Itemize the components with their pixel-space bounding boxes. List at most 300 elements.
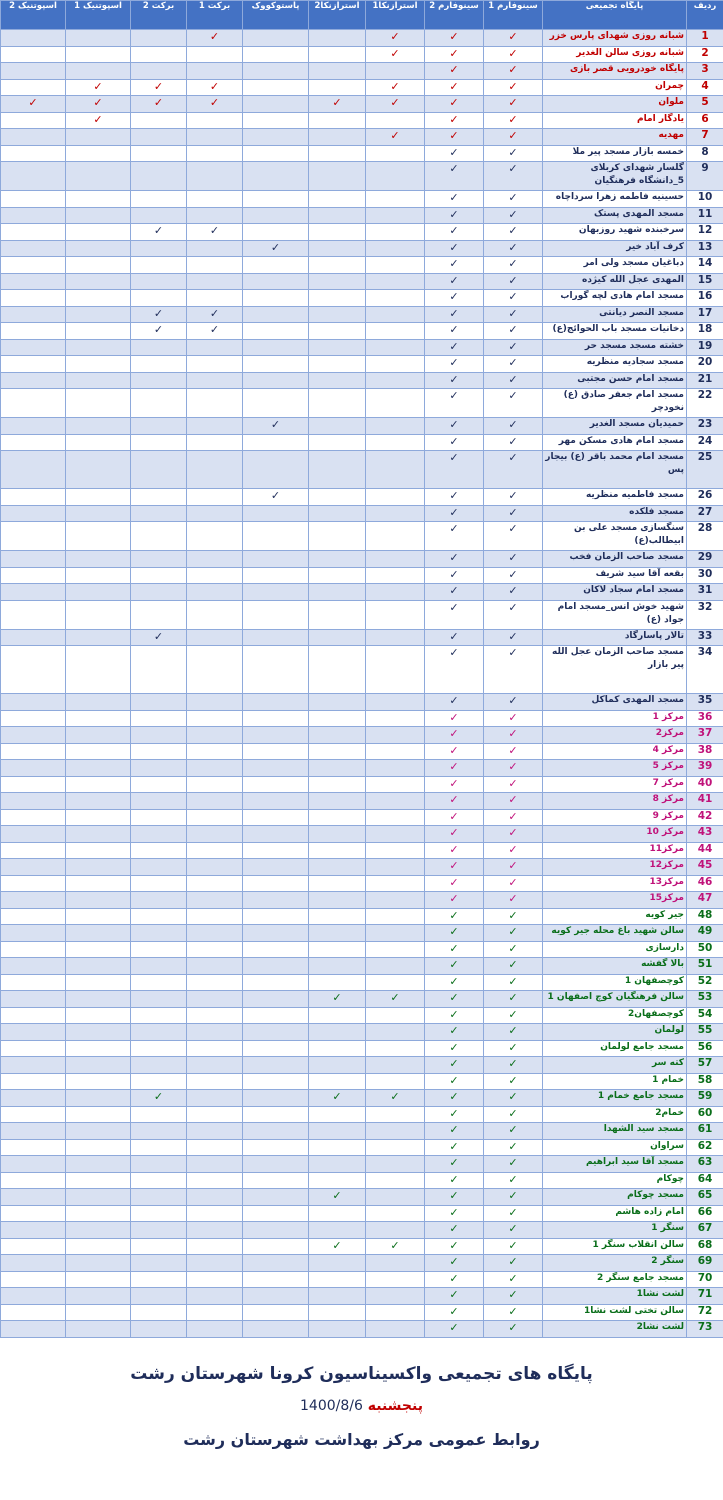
empty-cell	[366, 1073, 425, 1090]
empty-cell	[366, 339, 425, 356]
table-row	[1, 434, 723, 451]
site-name: لولمان	[543, 1024, 687, 1041]
header-vaccine-4: استرازنکا1	[366, 1, 425, 30]
site-name: المهدی عجل الله کیژده	[543, 273, 687, 290]
row-number: 26	[687, 489, 723, 506]
empty-cell	[66, 434, 131, 451]
check-icon: ✓	[243, 418, 309, 435]
empty-cell	[243, 760, 309, 777]
empty-cell	[187, 925, 243, 942]
empty-cell	[243, 1057, 309, 1074]
empty-cell	[366, 710, 425, 727]
row-number: 70	[687, 1271, 723, 1288]
empty-cell	[66, 743, 131, 760]
empty-cell	[66, 875, 131, 892]
empty-cell	[366, 875, 425, 892]
check-icon: ✓	[484, 551, 543, 568]
empty-cell	[1, 826, 66, 843]
check-icon: ✓	[484, 892, 543, 909]
empty-cell	[131, 372, 187, 389]
empty-cell	[366, 1321, 425, 1338]
empty-cell	[131, 991, 187, 1008]
empty-cell	[66, 551, 131, 568]
header-vaccine-9: اسپوتنیک 1	[66, 1, 131, 30]
empty-cell	[243, 1271, 309, 1288]
empty-cell	[131, 1123, 187, 1140]
row-number: 12	[687, 224, 723, 241]
table-row	[1, 925, 723, 942]
check-icon: ✓	[484, 30, 543, 47]
empty-cell	[131, 30, 187, 47]
empty-cell	[131, 743, 187, 760]
empty-cell	[366, 826, 425, 843]
site-name: مسجد فلکده	[543, 505, 687, 522]
empty-cell	[1, 46, 66, 63]
site-name: مسجد سید الشهدا	[543, 1123, 687, 1140]
empty-cell	[131, 145, 187, 162]
empty-cell	[366, 743, 425, 760]
table-row	[1, 418, 723, 435]
empty-cell	[243, 63, 309, 80]
empty-cell	[243, 30, 309, 47]
row-number: 13	[687, 240, 723, 257]
table-row	[1, 629, 723, 646]
check-icon: ✓	[425, 875, 484, 892]
check-icon: ✓	[484, 710, 543, 727]
empty-cell	[366, 389, 425, 418]
site-name: مسجد امام محمد باقر (ع) بیجار پس	[543, 451, 687, 489]
site-name: سالن فرهنگیان کوچ اصفهان 1	[543, 991, 687, 1008]
table-row	[1, 809, 723, 826]
empty-cell	[66, 1238, 131, 1255]
empty-cell	[66, 63, 131, 80]
empty-cell	[309, 694, 366, 711]
check-icon: ✓	[425, 162, 484, 191]
empty-cell	[66, 727, 131, 744]
row-number: 44	[687, 842, 723, 859]
empty-cell	[66, 584, 131, 601]
check-icon: ✓	[484, 842, 543, 859]
check-icon: ✓	[484, 79, 543, 96]
empty-cell	[66, 1024, 131, 1041]
row-number: 57	[687, 1057, 723, 1074]
empty-cell	[309, 551, 366, 568]
site-name: چمران	[543, 79, 687, 96]
table-row	[1, 1304, 723, 1321]
empty-cell	[243, 1156, 309, 1173]
empty-cell	[131, 434, 187, 451]
table-row	[1, 743, 723, 760]
check-icon: ✓	[425, 290, 484, 307]
check-icon: ✓	[484, 1073, 543, 1090]
empty-cell	[366, 646, 425, 694]
row-number: 73	[687, 1321, 723, 1338]
empty-cell	[187, 522, 243, 551]
check-icon: ✓	[425, 418, 484, 435]
footer	[0, 1364, 723, 1449]
check-icon: ✓	[309, 991, 366, 1008]
empty-cell	[243, 694, 309, 711]
site-name: تالار پاسارگاد	[543, 629, 687, 646]
row-number: 17	[687, 306, 723, 323]
check-icon: ✓	[66, 96, 131, 113]
site-name: حسینیه فاطمه زهرا سرداچاه	[543, 191, 687, 208]
empty-cell	[1, 710, 66, 727]
empty-cell	[243, 356, 309, 373]
empty-cell	[243, 273, 309, 290]
check-icon: ✓	[425, 694, 484, 711]
empty-cell	[366, 1304, 425, 1321]
empty-cell	[309, 584, 366, 601]
site-name: کوچصفهان 1	[543, 974, 687, 991]
empty-cell	[66, 925, 131, 942]
empty-cell	[187, 1024, 243, 1041]
empty-cell	[131, 875, 187, 892]
empty-cell	[243, 129, 309, 146]
site-name: مهدیه	[543, 129, 687, 146]
empty-cell	[187, 1040, 243, 1057]
check-icon: ✓	[366, 991, 425, 1008]
site-name: دارسازی	[543, 941, 687, 958]
row-number: 53	[687, 991, 723, 1008]
empty-cell	[66, 306, 131, 323]
empty-cell	[66, 1222, 131, 1239]
table-row	[1, 1189, 723, 1206]
empty-cell	[66, 30, 131, 47]
table-row	[1, 710, 723, 727]
empty-cell	[187, 191, 243, 208]
row-number: 36	[687, 710, 723, 727]
check-icon: ✓	[425, 646, 484, 694]
table-row	[1, 1123, 723, 1140]
empty-cell	[66, 776, 131, 793]
empty-cell	[243, 207, 309, 224]
empty-cell	[309, 63, 366, 80]
site-name: چوکام	[543, 1172, 687, 1189]
empty-cell	[309, 1271, 366, 1288]
empty-cell	[1, 1090, 66, 1107]
row-number: 65	[687, 1189, 723, 1206]
empty-cell	[366, 974, 425, 991]
site-name: مرکز11	[543, 842, 687, 859]
empty-cell	[187, 207, 243, 224]
site-name: مرکز15	[543, 892, 687, 909]
empty-cell	[1, 191, 66, 208]
empty-cell	[187, 46, 243, 63]
check-icon: ✓	[484, 1205, 543, 1222]
empty-cell	[366, 1123, 425, 1140]
empty-cell	[309, 145, 366, 162]
site-name: مسجد امام سجاد لاکان	[543, 584, 687, 601]
empty-cell	[309, 389, 366, 418]
table-row	[1, 600, 723, 629]
check-icon: ✓	[484, 434, 543, 451]
check-icon: ✓	[425, 1189, 484, 1206]
check-icon: ✓	[425, 1222, 484, 1239]
empty-cell	[131, 600, 187, 629]
empty-cell	[1, 1288, 66, 1305]
empty-cell	[309, 1106, 366, 1123]
check-icon: ✓	[484, 727, 543, 744]
site-name: مرکز 10	[543, 826, 687, 843]
empty-cell	[309, 925, 366, 942]
empty-cell	[243, 505, 309, 522]
check-icon: ✓	[425, 743, 484, 760]
empty-cell	[131, 1189, 187, 1206]
site-name: امام زاده هاشم	[543, 1205, 687, 1222]
empty-cell	[366, 1007, 425, 1024]
empty-cell	[1, 1222, 66, 1239]
header-vaccine-8: برکت 2	[131, 1, 187, 30]
empty-cell	[131, 859, 187, 876]
site-name: مرکز 5	[543, 760, 687, 777]
check-icon: ✓	[484, 1106, 543, 1123]
row-number: 34	[687, 646, 723, 694]
empty-cell	[66, 1057, 131, 1074]
table-row	[1, 1255, 723, 1272]
row-number: 23	[687, 418, 723, 435]
empty-cell	[309, 908, 366, 925]
empty-cell	[243, 1024, 309, 1041]
check-icon: ✓	[484, 600, 543, 629]
empty-cell	[66, 356, 131, 373]
table-row	[1, 1288, 723, 1305]
row-number: 67	[687, 1222, 723, 1239]
empty-cell	[66, 451, 131, 489]
empty-cell	[187, 1007, 243, 1024]
empty-cell	[309, 1040, 366, 1057]
empty-cell	[309, 273, 366, 290]
check-icon: ✓	[484, 974, 543, 991]
empty-cell	[243, 710, 309, 727]
empty-cell	[309, 793, 366, 810]
check-icon: ✓	[484, 207, 543, 224]
row-number: 32	[687, 600, 723, 629]
empty-cell	[1, 694, 66, 711]
empty-cell	[66, 1172, 131, 1189]
check-icon: ✓	[425, 710, 484, 727]
check-icon: ✓	[484, 306, 543, 323]
check-icon: ✓	[187, 306, 243, 323]
check-icon: ✓	[484, 1024, 543, 1041]
empty-cell	[366, 273, 425, 290]
empty-cell	[131, 646, 187, 694]
site-name: مرکز 7	[543, 776, 687, 793]
check-icon: ✓	[425, 925, 484, 942]
empty-cell	[131, 356, 187, 373]
empty-cell	[243, 1288, 309, 1305]
site-name: مسجد جامع خمام 1	[543, 1090, 687, 1107]
empty-cell	[187, 776, 243, 793]
empty-cell	[366, 1024, 425, 1041]
empty-cell	[187, 1189, 243, 1206]
row-number: 40	[687, 776, 723, 793]
empty-cell	[187, 793, 243, 810]
site-name: کرف آباد خیر	[543, 240, 687, 257]
empty-cell	[309, 1321, 366, 1338]
empty-cell	[366, 584, 425, 601]
table-row	[1, 826, 723, 843]
empty-cell	[1, 273, 66, 290]
check-icon: ✓	[425, 842, 484, 859]
empty-cell	[366, 776, 425, 793]
site-name: کوچصفهان2	[543, 1007, 687, 1024]
site-name: مرکز 1	[543, 710, 687, 727]
row-number: 24	[687, 434, 723, 451]
check-icon: ✓	[243, 489, 309, 506]
empty-cell	[309, 30, 366, 47]
empty-cell	[366, 1040, 425, 1057]
empty-cell	[1, 451, 66, 489]
table-row	[1, 46, 723, 63]
row-number: 21	[687, 372, 723, 389]
check-icon: ✓	[1, 96, 66, 113]
table-row	[1, 892, 723, 909]
check-icon: ✓	[484, 389, 543, 418]
row-number: 58	[687, 1073, 723, 1090]
empty-cell	[243, 584, 309, 601]
empty-cell	[243, 1106, 309, 1123]
site-name: مسجد جامع لولمان	[543, 1040, 687, 1057]
check-icon: ✓	[484, 489, 543, 506]
empty-cell	[1, 908, 66, 925]
site-name: مسجد امام جعفر صادق (ع) نخودچر	[543, 389, 687, 418]
empty-cell	[366, 224, 425, 241]
table-row	[1, 323, 723, 340]
check-icon: ✓	[425, 958, 484, 975]
check-icon: ✓	[425, 600, 484, 629]
empty-cell	[366, 892, 425, 909]
empty-cell	[187, 991, 243, 1008]
empty-cell	[131, 727, 187, 744]
empty-cell	[187, 875, 243, 892]
empty-cell	[131, 207, 187, 224]
empty-cell	[1, 1139, 66, 1156]
empty-cell	[66, 991, 131, 1008]
empty-cell	[66, 1123, 131, 1140]
table-row	[1, 1007, 723, 1024]
empty-cell	[1, 418, 66, 435]
empty-cell	[131, 809, 187, 826]
empty-cell	[243, 1222, 309, 1239]
table-row	[1, 1156, 723, 1173]
site-name: مرکز12	[543, 859, 687, 876]
empty-cell	[66, 760, 131, 777]
empty-cell	[66, 859, 131, 876]
check-icon: ✓	[187, 323, 243, 340]
site-name: لشت نشا1	[543, 1288, 687, 1305]
empty-cell	[131, 1024, 187, 1041]
empty-cell	[1, 974, 66, 991]
table-row	[1, 991, 723, 1008]
check-icon: ✓	[484, 584, 543, 601]
empty-cell	[243, 1090, 309, 1107]
check-icon: ✓	[425, 522, 484, 551]
empty-cell	[187, 727, 243, 744]
empty-cell	[131, 290, 187, 307]
empty-cell	[243, 793, 309, 810]
check-icon: ✓	[425, 584, 484, 601]
empty-cell	[66, 323, 131, 340]
empty-cell	[366, 489, 425, 506]
row-number: 54	[687, 1007, 723, 1024]
empty-cell	[243, 1172, 309, 1189]
empty-cell	[243, 339, 309, 356]
row-number: 42	[687, 809, 723, 826]
check-icon: ✓	[484, 941, 543, 958]
empty-cell	[243, 1304, 309, 1321]
table-row	[1, 129, 723, 146]
row-number: 14	[687, 257, 723, 274]
empty-cell	[66, 207, 131, 224]
site-name: کته سر	[543, 1057, 687, 1074]
header-vaccine-3: سینوفارم 2	[425, 1, 484, 30]
check-icon: ✓	[484, 522, 543, 551]
empty-cell	[366, 1057, 425, 1074]
check-icon: ✓	[484, 1321, 543, 1338]
site-name: حمیدیان مسجد الغدیر	[543, 418, 687, 435]
empty-cell	[243, 1007, 309, 1024]
empty-cell	[1, 145, 66, 162]
check-icon: ✓	[484, 1139, 543, 1156]
empty-cell	[131, 1156, 187, 1173]
check-icon: ✓	[484, 145, 543, 162]
empty-cell	[66, 958, 131, 975]
site-name: مرکز13	[543, 875, 687, 892]
check-icon: ✓	[425, 1123, 484, 1140]
empty-cell	[131, 489, 187, 506]
empty-cell	[309, 434, 366, 451]
table-row	[1, 63, 723, 80]
table-row	[1, 776, 723, 793]
empty-cell	[131, 129, 187, 146]
row-number: 37	[687, 727, 723, 744]
empty-cell	[131, 240, 187, 257]
empty-cell	[243, 1321, 309, 1338]
site-name: شبانه روزی سالن الغدیر	[543, 46, 687, 63]
table-row	[1, 1271, 723, 1288]
check-icon: ✓	[425, 1238, 484, 1255]
check-icon: ✓	[484, 1123, 543, 1140]
check-icon: ✓	[484, 629, 543, 646]
empty-cell	[309, 974, 366, 991]
empty-cell	[243, 809, 309, 826]
row-number: 20	[687, 356, 723, 373]
table-row	[1, 875, 723, 892]
empty-cell	[187, 567, 243, 584]
site-name: پایگاه خودرویی قصر بازی	[543, 63, 687, 80]
empty-cell	[187, 129, 243, 146]
check-icon: ✓	[484, 1156, 543, 1173]
empty-cell	[309, 1139, 366, 1156]
check-icon: ✓	[425, 129, 484, 146]
row-number: 69	[687, 1255, 723, 1272]
empty-cell	[309, 1255, 366, 1272]
empty-cell	[243, 96, 309, 113]
check-icon: ✓	[484, 1304, 543, 1321]
row-number: 43	[687, 826, 723, 843]
check-icon: ✓	[484, 191, 543, 208]
empty-cell	[309, 1304, 366, 1321]
empty-cell	[366, 908, 425, 925]
empty-cell	[1, 1057, 66, 1074]
site-name: مسجد النصر دیانتی	[543, 306, 687, 323]
empty-cell	[243, 522, 309, 551]
empty-cell	[1, 323, 66, 340]
check-icon: ✓	[425, 941, 484, 958]
empty-cell	[366, 760, 425, 777]
empty-cell	[366, 1205, 425, 1222]
